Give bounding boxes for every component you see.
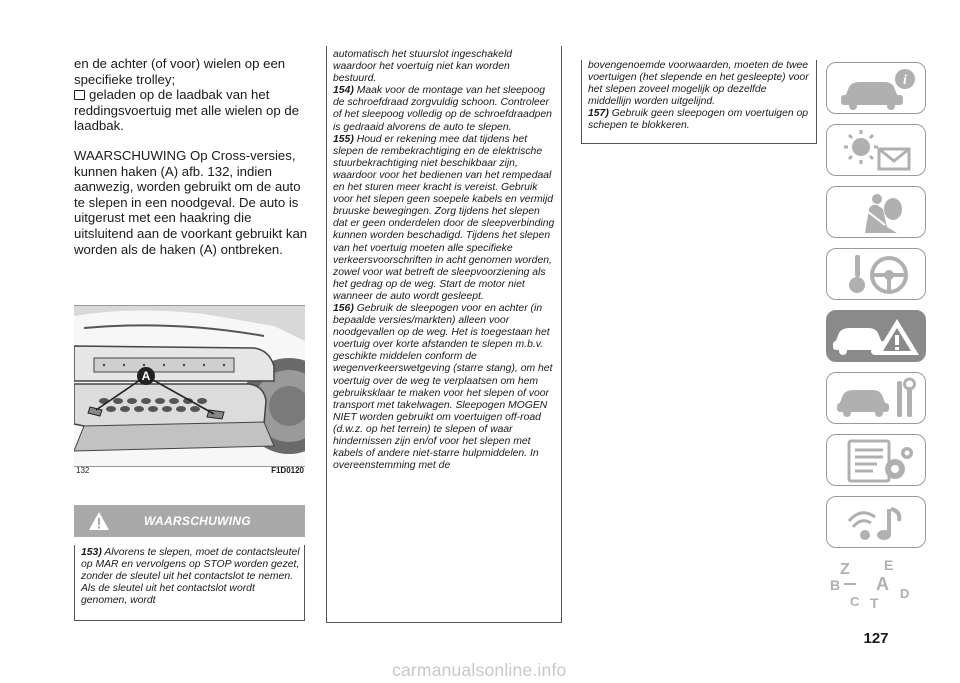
column-2-warnings <box>326 46 562 623</box>
figure-code: F1D0120 <box>271 466 304 475</box>
key-steering-wheel-icon <box>827 249 927 301</box>
index-letter-e: E <box>884 558 894 573</box>
warning-paragraph: WAARSCHUWING Op Cross-versies, kunnen haken (A) afb. 132, indien aanwezig, worden gebruikt om de auto te slepen in een noodgeval. De auto is uitgerust met een haakring die uitsluitend aan de voorkant gebruikt kan worden als de haken (A) ontbreken. <box>74 147 308 257</box>
warning-item-155 <box>333 134 555 303</box>
item-number-154: 154) <box>333 85 354 97</box>
continued-text: automatisch het stuurslot ingeschakeld waardoor het voertuig niet kan worden bestuurd. <box>333 49 513 85</box>
item-text-155: Houd er rekening mee dat tijdens het slepen de rembekrachtiging en de elektrische stuurbekrachtiging niet beschikbaar zijn, waardoor voor het bedienen van het rempedaal en het sturen meer kracht is vereist. Gebruik voor het slepen geen soepele kabels en vermijd bruuske bewegingen. Zorg tijdens het slepen dat er geen onderdelen door de sleepverbinding kunnen worden beschadigd. Tijdens het slepen van het voertuig moeten alle specifieke verkeersvoorschriften in acht genomen worden, zowel voor wat betreft de sleepvoorziening als het gedrag op de weg. Start de motor niet wanneer de auto wordt gesleept. <box>333 133 555 302</box>
car-front-illustration <box>74 306 305 466</box>
watermark: carmanualsonline.info <box>392 660 567 680</box>
tab-maintenance[interactable] <box>826 372 926 424</box>
car-maintenance-tools-icon <box>827 373 927 425</box>
warning-item-154 <box>333 85 555 133</box>
figure-callout-A: A <box>141 369 151 383</box>
column-3-warnings <box>581 60 817 144</box>
item-number-155: 155) <box>333 133 354 145</box>
column-1 <box>74 56 312 257</box>
tab-index[interactable] <box>826 558 926 610</box>
index-letter-b: B <box>830 577 841 593</box>
tab-multimedia[interactable] <box>826 496 926 548</box>
warning-title: WAARSCHUWING <box>144 514 251 528</box>
checkbox-bullet-icon <box>74 90 85 100</box>
car-breakdown-warning-icon <box>827 311 927 363</box>
tab-technical-data[interactable] <box>826 434 926 486</box>
figure-number: 132 <box>76 466 90 475</box>
index-letter-z: Z <box>840 561 850 578</box>
page-number: 127 <box>863 630 889 647</box>
bullet-text: geladen op de laadbak van het reddingsvoertuig met alle wielen op de laadbak. <box>74 87 300 134</box>
car-info-icon <box>827 63 927 115</box>
warning-item-157 <box>588 108 810 132</box>
figure-tow-hooks <box>74 305 305 467</box>
alphabetical-index-icon <box>826 558 926 610</box>
warning-header <box>74 505 305 537</box>
index-letter-a: A <box>876 574 889 594</box>
multimedia-music-icon <box>827 497 927 549</box>
svg-text:i: i <box>903 73 907 88</box>
item-text-156: Gebruik de sleepogen voor en achter (in bepaalde versies/markten) alleen voor noodgevallen op de weg. Het is toegestaan het voertuig over korte afstanden te slepen m.b.v. geschikte middelen conform de wegenverkeerswetgeving (starre stang), om het voertuig over de weg te verplaatsen om hem gebruiksklaar te maken voor het slepen of voor transport met takelwagen. Sleepogen MOGEN NIET worden gebruikt om voertuigen off-road (d.w.z. op het terrein) te slepen of waar hindernissen zijn en/of voor het slepen met kabels of andere niet-starre hulpmiddelen. In overeenstemming met de <box>333 302 553 472</box>
bullet-item <box>74 87 312 134</box>
warning-text-153 <box>74 545 305 621</box>
item-number-156: 156) <box>333 302 354 314</box>
item-text-154: Maak voor de montage van het sleepoog de schroefdraad zorgvuldig schoon. Controleer of het sleepoog volledig op de schroefdraadpen is gedraaid alvorens de auto te slepen. <box>333 85 552 133</box>
tab-starting-driving[interactable] <box>826 248 926 300</box>
figure-caption <box>76 466 304 475</box>
airbag-seat-icon <box>827 187 927 239</box>
specifications-gear-icon <box>827 435 927 487</box>
item-number-157: 157) <box>588 108 609 120</box>
tab-lights-messages[interactable] <box>826 124 926 176</box>
warning-item-156 <box>333 303 555 472</box>
tab-safety[interactable] <box>826 186 926 238</box>
lights-envelope-icon <box>827 125 927 177</box>
chapter-tabs <box>826 62 930 620</box>
tab-emergency[interactable] <box>826 310 926 362</box>
intro-text: en de achter (of voor) wielen op een specifieke trolley; <box>74 56 286 87</box>
item-number-153: 153) <box>81 547 102 558</box>
item-text-153: Alvorens te slepen, moet de contactsleutel op MAR en vervolgens op STOP worden gezet, zonder de sleutel uit het contactslot te nemen. Als de sleutel uit het contactslot wordt genomen, wordt <box>81 547 300 607</box>
continued-text: bovengenoemde voorwaarden, moeten de twee voertuigen (het slepende en het gesleepte) voor het slepen zoveel mogelijk op dezelfde middellijn worden uitgelijnd. <box>588 60 809 108</box>
item-text-157: Gebruik geen sleepogen om voertuigen op schepen te blokkeren. <box>588 108 809 132</box>
index-letter-d: D <box>900 586 910 601</box>
index-letter-t: T <box>870 595 879 610</box>
index-letter-c: C <box>850 594 860 609</box>
tab-car-info[interactable] <box>826 62 926 114</box>
